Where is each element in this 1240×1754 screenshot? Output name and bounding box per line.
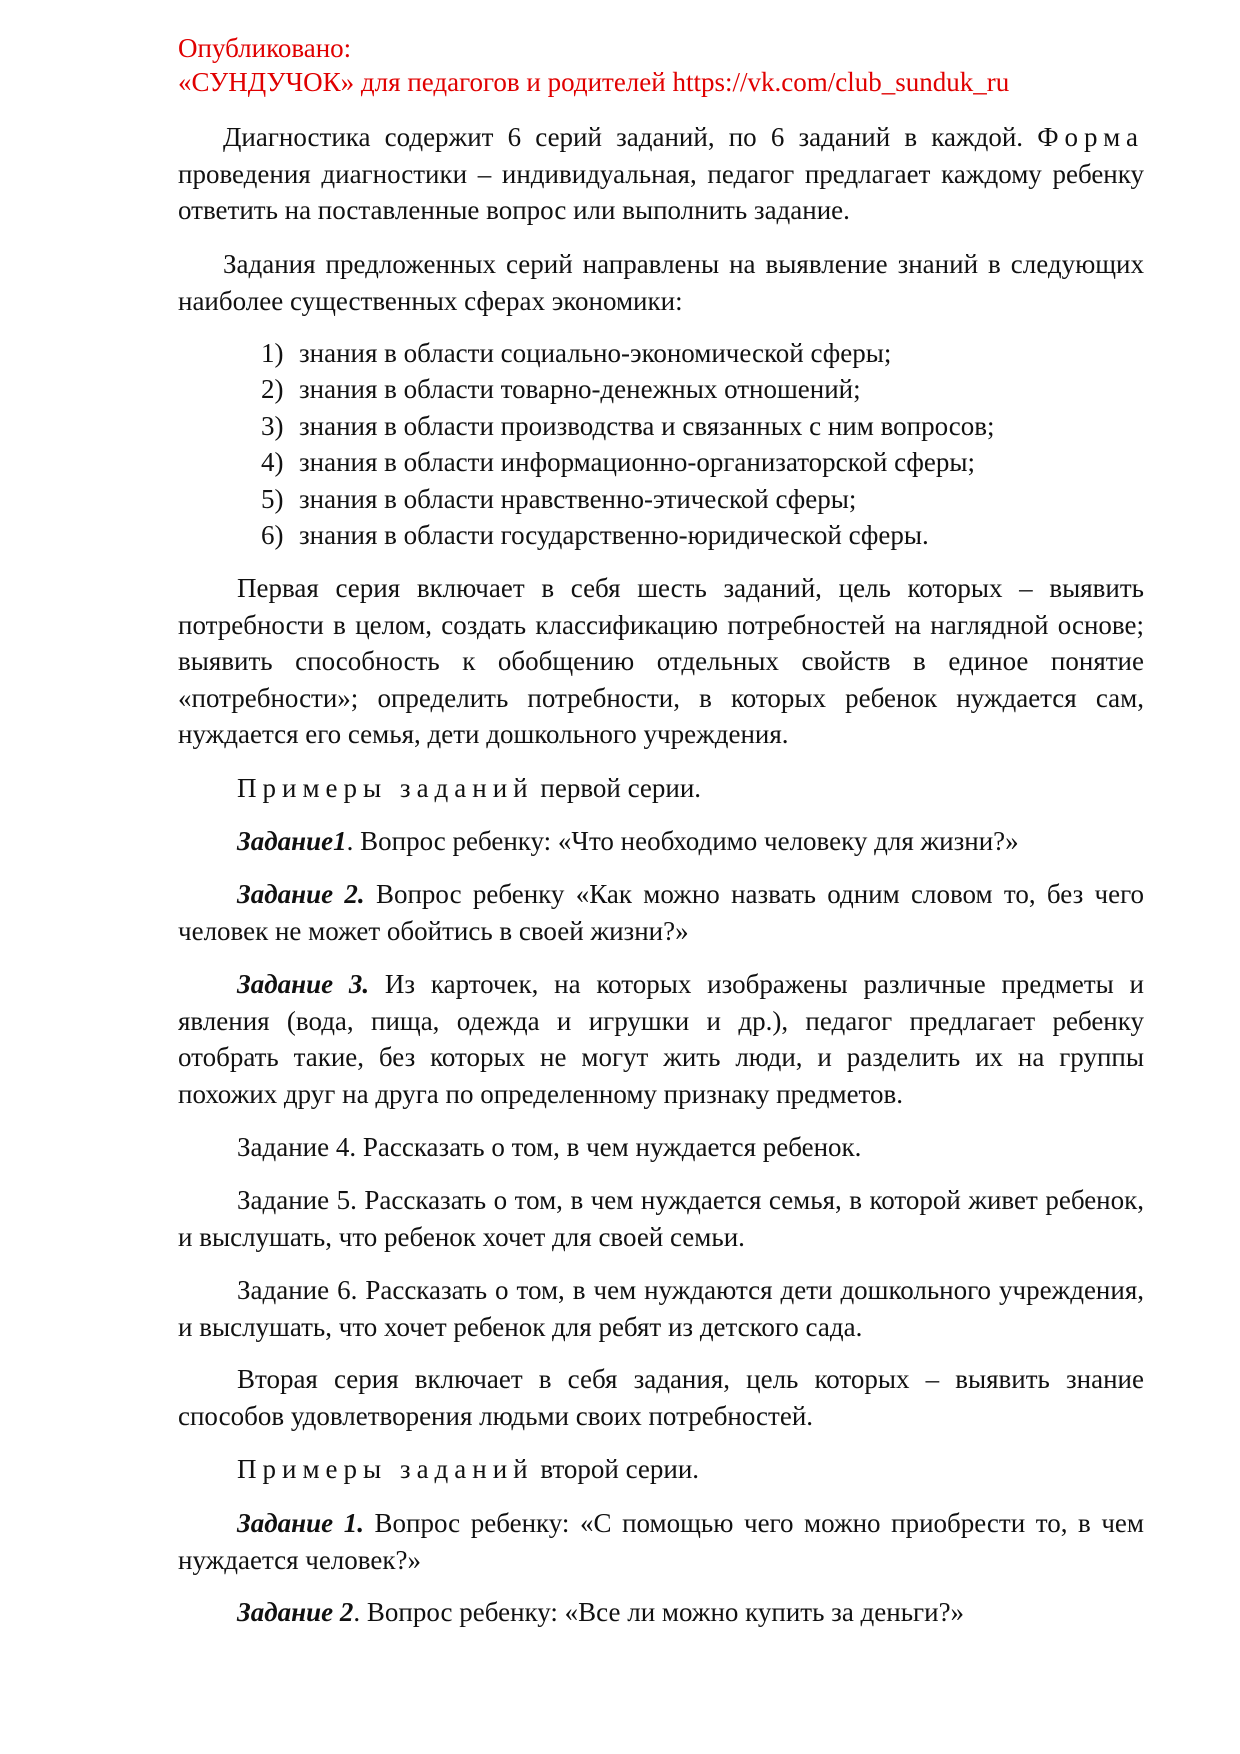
paragraph-areas: Задания предложенных серий направлены на выявление знаний в следующих наиболее существенных сферах экономики: xyxy=(178,249,1144,316)
list-item xyxy=(261,444,975,481)
list-item xyxy=(261,517,929,554)
source-link[interactable]: «СУНДУЧОК» для педагогов и родителей https://vk.com/club_sunduk_ru xyxy=(178,67,1010,97)
task-label: Задание 1. xyxy=(237,1508,364,1538)
list-number: 2) xyxy=(261,374,284,404)
list-text: знания в области товарно-денежных отношений; xyxy=(299,374,861,404)
task-label: Задание1 xyxy=(237,826,347,856)
paragraph-intro xyxy=(178,119,1144,229)
list-text: знания в области государственно-юридической сферы. xyxy=(299,520,929,550)
list-text: знания в области социально-экономической сферы; xyxy=(299,338,892,368)
list-item xyxy=(261,371,861,408)
text: проведения диагностики – индивидуальная, педагог предлагает каждому ребенку ответить на поставленные вопрос или выполнить задание. xyxy=(178,158,1144,225)
series-2-task-2 xyxy=(178,1594,1144,1631)
task-text: Из карточек, на которых изображены различные предметы и явления (вода, пища, одежда и игрушки и др.), педагог предлагает ребенку отобрать такие, без которых не могут жить люди, и разделить их на группы похожих друг на друга по определенному признаку предметов. xyxy=(178,969,1144,1109)
text: Диагностика содержит 6 серий заданий, по 6 заданий в каждой. xyxy=(223,122,1038,152)
task-label: Задание 2. xyxy=(237,879,365,909)
task-2 xyxy=(178,876,1144,949)
list-item xyxy=(261,408,995,445)
examples-heading-1 xyxy=(178,770,1144,807)
text: второй серии. xyxy=(533,1454,700,1484)
task-6: Задание 6. Рассказать о том, в чем нуждаются дети дошкольного учреждения, и выслушать, что хочет ребенок для ребят из детского сада. xyxy=(178,1275,1144,1342)
task-text: Вопрос ребенку «Как можно назвать одним словом то, без чего человек не может обойтись в своей жизни?» xyxy=(178,879,1144,946)
list-number: 4) xyxy=(261,447,284,477)
text: первой серии. xyxy=(533,773,702,803)
task-5: Задание 5. Рассказать о том, в чем нуждается семья, в которой живет ребенок, и выслушать, что ребенок хочет для своей семьи. xyxy=(178,1185,1144,1252)
task-1 xyxy=(178,823,1144,860)
task-label: Задание 2 xyxy=(237,1597,354,1627)
list-item xyxy=(261,481,856,518)
task-text: . Вопрос ребенку: «Что необходимо человеку для жизни?» xyxy=(346,826,1019,856)
series-2-task-1 xyxy=(178,1505,1144,1578)
task-4: Задание 4. Рассказать о том, в чем нуждается ребенок. xyxy=(237,1132,862,1162)
list-number: 1) xyxy=(261,338,284,368)
spaced-text: Примеры заданий xyxy=(237,773,534,803)
spaced-text: Примеры заданий xyxy=(237,1454,534,1484)
list-number: 3) xyxy=(261,411,284,441)
list-number: 6) xyxy=(261,520,284,550)
list-text: знания в области информационно-организаторской сферы; xyxy=(299,447,976,477)
task-text: Вопрос ребенку: «С помощью чего можно приобрести то, в чем нуждается человек?» xyxy=(178,1508,1145,1575)
paragraph-series-2: Вторая серия включает в себя задания, цель которых – выявить знание способов удовлетворения людьми своих потребностей. xyxy=(178,1364,1144,1431)
examples-heading-2 xyxy=(178,1451,1144,1488)
list-number: 5) xyxy=(261,484,284,514)
task-3 xyxy=(178,966,1144,1112)
list-item xyxy=(261,335,891,372)
list-text: знания в области нравственно-этической сферы; xyxy=(299,484,857,514)
list-text: знания в области производства и связанных с ним вопросов; xyxy=(299,411,995,441)
task-label: Задание 3. xyxy=(237,969,370,999)
spaced-text: Форма xyxy=(1037,122,1144,152)
task-text: . Вопрос ребенку: «Все ли можно купить за деньги?» xyxy=(353,1597,965,1627)
paragraph-series-1: Первая серия включает в себя шесть заданий, цель которых – выявить потребности в целом, создать классификацию потребностей на наглядной основе; выявить способность к обобщению отдельных свойств в единое понятие «потребности»; определить потребности, в которых ребенок нуждается сам, нуждается его семья, дети дошкольного учреждения. xyxy=(178,573,1144,749)
published-label: Опубликовано: xyxy=(178,33,352,63)
